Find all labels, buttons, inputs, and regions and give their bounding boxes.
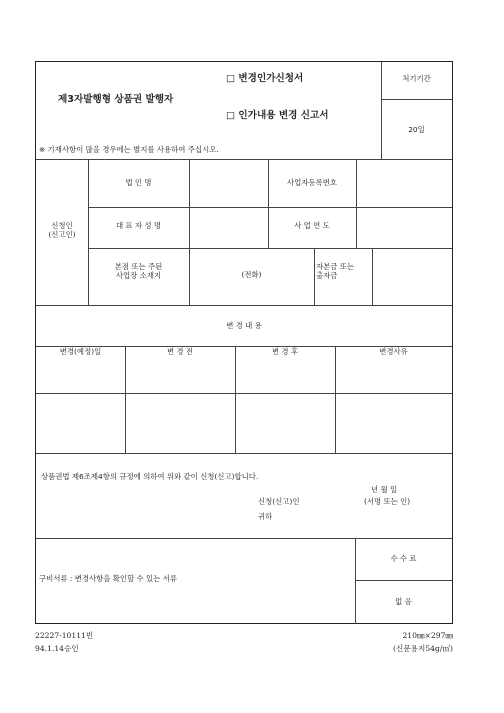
declaration-text: 상품권법 제6조제4항의 규정에 의하여 위와 같이 신청(신고)합니다. xyxy=(41,472,259,481)
business-year-label: 사 업 연 도 xyxy=(294,221,330,230)
corporation-name-label: 법 인 명 xyxy=(125,178,152,187)
before-change-field[interactable] xyxy=(126,394,234,452)
divider xyxy=(355,580,452,581)
addressee: 귀하 xyxy=(258,512,273,521)
option-change-approval-application: □ 변경인가신청서 xyxy=(226,73,304,84)
form-title: 제3자발행형 상품권 발행자 xyxy=(58,94,174,105)
column-after-change: 변 경 후 xyxy=(271,347,299,356)
paper-size: 210㎜×297㎜ xyxy=(402,631,453,640)
representative-name-label: 대 표 자 성 명 xyxy=(115,221,162,230)
column-change-reason: 변경사유 xyxy=(379,347,408,356)
business-registration-number-field[interactable] xyxy=(357,160,451,206)
form-note: ※ 기재사항이 많을 경우에는 별지를 사용하여 주십시오. xyxy=(39,145,219,154)
approval-date: 94.1.14승인 xyxy=(35,644,79,653)
fee-value: 없 음 xyxy=(395,597,412,606)
head-office-address-label: 본점 또는 주된 사업장 소재지 xyxy=(114,262,163,280)
required-documents: 구비서류 : 변경사항을 확인할 수 있는 서류 xyxy=(39,574,177,583)
divider xyxy=(36,538,452,539)
application-form xyxy=(35,61,453,624)
applicant-signature-label: 신청(신고)인 xyxy=(258,497,300,506)
divider xyxy=(314,248,315,305)
fee-label: 수 수 료 xyxy=(390,554,417,563)
change-reason-field[interactable] xyxy=(336,394,451,452)
declaration-date: 년 월 일 xyxy=(371,485,398,494)
column-change-date: 변경(예정)일 xyxy=(59,347,102,356)
signature-or-seal: (서명 또는 인) xyxy=(364,497,411,506)
capital-label: 자본금 또는 출자금 xyxy=(316,262,355,280)
business-year-field[interactable] xyxy=(357,208,451,247)
corporation-name-field[interactable] xyxy=(190,160,267,206)
divider xyxy=(381,99,452,100)
divider xyxy=(36,305,452,306)
applicant-label: 신청인 (신고인) xyxy=(48,221,76,239)
change-details-title: 변 경 내 용 xyxy=(226,321,262,330)
divider xyxy=(36,453,452,454)
change-date-field[interactable] xyxy=(37,394,124,452)
paper-spec: (신문용지54g/㎡) xyxy=(393,644,453,653)
processing-period-value: 20일 xyxy=(408,125,425,134)
form-code: 22227-10111빈 xyxy=(35,631,94,640)
divider xyxy=(355,538,356,624)
processing-period-label: 처기기간 xyxy=(402,74,431,83)
divider xyxy=(268,159,269,248)
column-before-change: 변 경 전 xyxy=(166,347,194,356)
business-registration-number-label: 사업자등록번호 xyxy=(287,178,337,187)
option-change-report: □ 인가내용 변경 신고서 xyxy=(226,110,329,121)
after-change-field[interactable] xyxy=(236,394,334,452)
capital-field[interactable] xyxy=(373,249,451,304)
phone-label: (전화) xyxy=(241,270,262,279)
representative-name-field[interactable] xyxy=(190,208,267,247)
